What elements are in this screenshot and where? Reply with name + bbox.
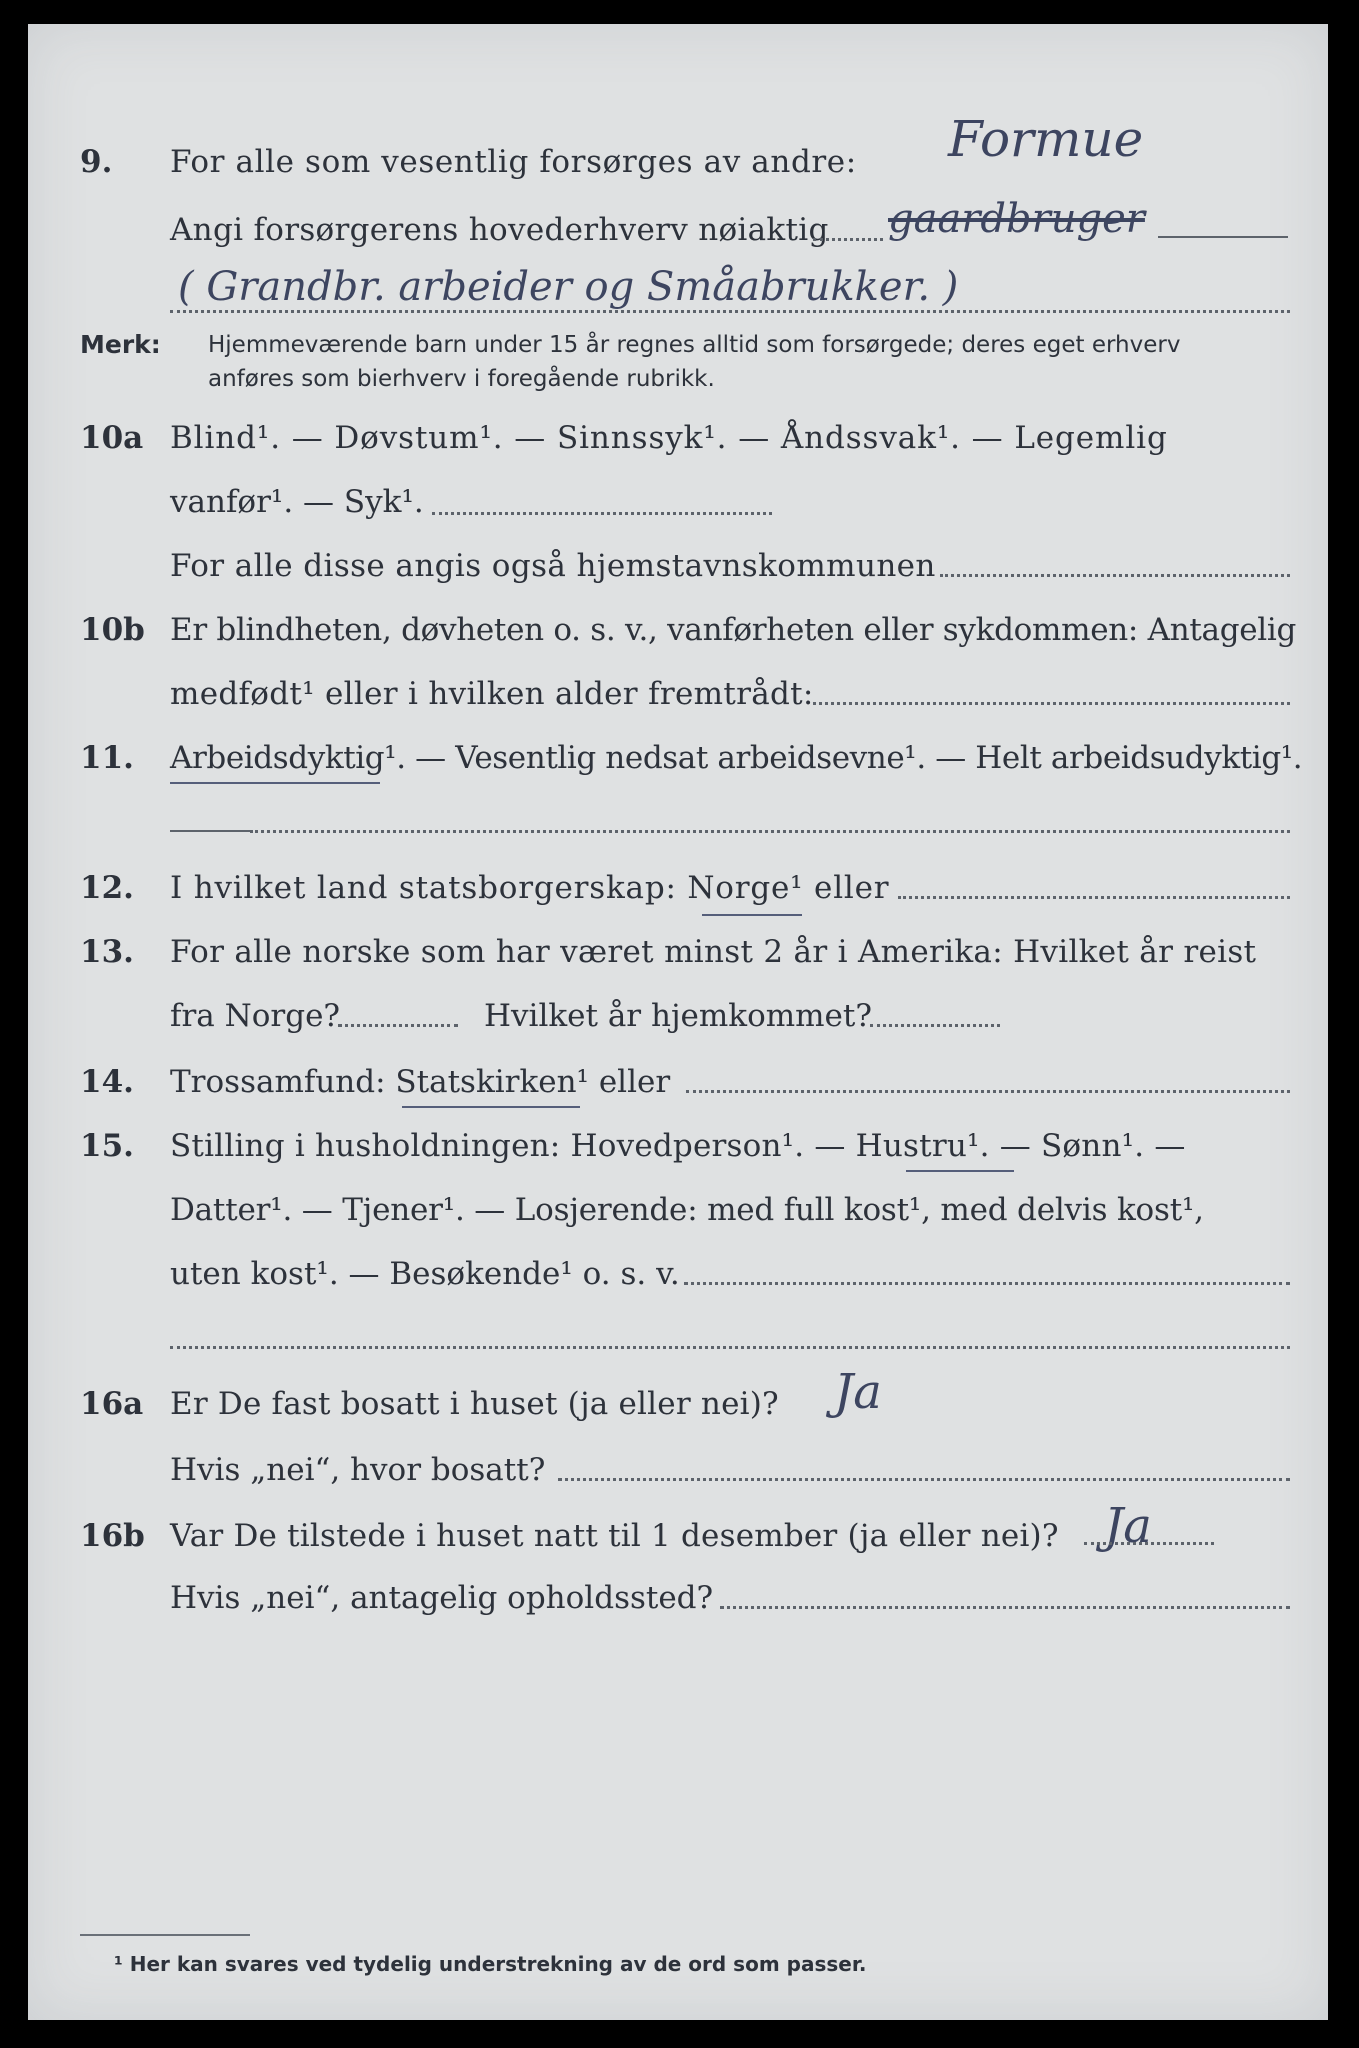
- q10b-number: 10b: [80, 612, 145, 648]
- q16b-number: 16b: [80, 1518, 145, 1554]
- q14-dots: [686, 1090, 1290, 1093]
- q10a-number: 10a: [80, 420, 144, 456]
- q9-line2: Angi forsørgerens hovederhverv nøiaktig: [170, 212, 829, 248]
- q16b-line2: Hvis „nei“, antagelig opholdssted?: [170, 1580, 714, 1616]
- q10a-dots-kommune: [940, 574, 1290, 577]
- q11-rule-left: [170, 830, 250, 832]
- q9-answer: ( Grandbr. arbeider og Småabrukker. ): [178, 264, 959, 310]
- q16b-dots-answer: [1084, 1542, 1214, 1545]
- merk-label: Merk:: [80, 330, 161, 359]
- q16a-dots: [558, 1478, 1290, 1481]
- q10a-dots-syk: [432, 512, 772, 515]
- q15-underline-hustru: [906, 1170, 1014, 1172]
- q16a-line1: Er De fast bosatt i huset (ja eller nei)?: [170, 1386, 779, 1422]
- q11-line1: Arbeidsdyktig¹. — Vesentlig nedsat arbeidsevne¹. — Helt arbeidsudyktig¹.: [170, 740, 1303, 776]
- q16a-answer: Ja: [834, 1364, 882, 1420]
- q10a-line2: vanfør¹. — Syk¹.: [170, 484, 424, 520]
- q14-line1: Trossamfund: Statskirken¹ eller: [170, 1064, 671, 1100]
- q16a-number: 16a: [80, 1386, 144, 1422]
- q13-line1: For alle norske som har været minst 2 år i Amerika: Hvilket år reist: [170, 934, 1257, 970]
- q10b-line1: Er blindheten, døvheten o. s. v., vanførheten eller sykdommen: Antagelig: [170, 612, 1297, 648]
- q15-number: 15.: [80, 1128, 134, 1164]
- q10b-dots: [813, 702, 1290, 705]
- q9-rule: [1158, 236, 1288, 238]
- q12-line1: I hvilket land statsborgerskap: Norge¹ eller: [170, 870, 890, 906]
- q15-line2: Datter¹. — Tjener¹. — Losjerende: med full kost¹, med delvis kost¹,: [170, 1192, 1204, 1228]
- q9-dots: [813, 238, 883, 241]
- q13-dots-hjemkommet: [870, 1024, 1000, 1027]
- footnote-rule: [80, 1934, 250, 1936]
- q13-line2b: Hvilket år hjemkommet?: [484, 998, 872, 1034]
- q9-line1: For alle som vesentlig forsørges av andre:: [170, 144, 857, 180]
- q12-dots: [898, 896, 1290, 899]
- census-form-page: [28, 24, 1328, 2020]
- q15-dots-extra: [170, 1346, 1290, 1349]
- q10a-line3: For alle disse angis også hjemstavnskommunen: [170, 548, 936, 584]
- q13-dots-reist: [338, 1024, 458, 1027]
- q13-line2a: fra Norge?: [170, 998, 341, 1034]
- q12-number: 12.: [80, 870, 134, 906]
- q13-number: 13.: [80, 934, 134, 970]
- q10b-line2: medfødt¹ eller i hvilken alder fremtrådt:: [170, 676, 814, 712]
- q9-number: 9.: [80, 144, 113, 180]
- q9-handwriting-struck: gaardbruger: [888, 196, 1145, 242]
- q11-number: 11.: [80, 740, 134, 776]
- q15-line1: Stilling i husholdningen: Hovedperson¹. — Hustru¹. — Sønn¹. —: [170, 1128, 1186, 1164]
- q15-line3: uten kost¹. — Besøkende¹ o. s. v.: [170, 1256, 680, 1292]
- q16a-line2: Hvis „nei“, hvor bosatt?: [170, 1452, 546, 1488]
- merk-line1: Hjemmeværende barn under 15 år regnes alltid som forsørgede; deres eget erhverv: [208, 332, 1181, 358]
- q11-dots: [250, 830, 1290, 833]
- q10a-line1: Blind¹. — Døvstum¹. — Sinnssyk¹. — Åndssvak¹. — Legemlig: [170, 420, 1168, 456]
- merk-line2: anføres som bierhverv i foregående rubrikk.: [208, 366, 715, 392]
- q14-underline-statskirken: [402, 1106, 580, 1108]
- q16b-line1: Var De tilstede i huset natt til 1 desember (ja eller nei)?: [170, 1518, 1059, 1554]
- q16b-answer: Ja: [1104, 1498, 1152, 1554]
- footnote: ¹ Her kan svares ved tydelig understrekning av de ord som passer.: [114, 1952, 867, 1976]
- q15-dots: [684, 1282, 1290, 1285]
- q14-number: 14.: [80, 1064, 134, 1100]
- q9-handwriting-top: Formue: [948, 110, 1144, 168]
- q11-underline-arbeidsdyktig: [170, 782, 380, 784]
- q9-answer-dots: [170, 310, 1290, 313]
- q12-underline-norge: [702, 914, 802, 916]
- q16b-dots: [720, 1606, 1290, 1609]
